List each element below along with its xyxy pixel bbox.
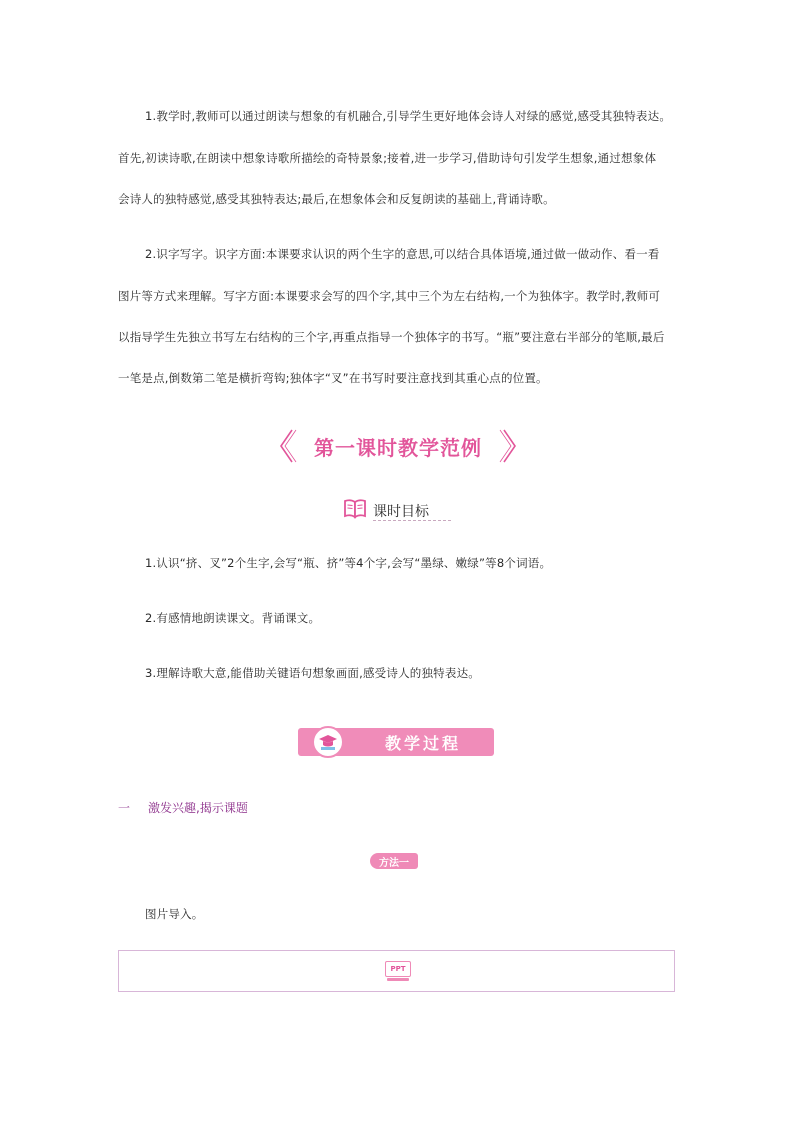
goals-heading-label: 课时目标 — [373, 504, 429, 520]
intro-paragraph-2-line-2: 图片等方式来理解。写字方面:本课要求会写的四个字,其中三个为左右结构,一个为独体字。教学时,教师可 — [118, 289, 661, 303]
goal-item-3: 3.理解诗歌大意,能借助关键语句想象画面,感受诗人的独特表达。 — [145, 666, 480, 680]
ppt-box — [118, 950, 675, 992]
method-badge: 方法一 — [370, 853, 418, 869]
intro-paragraph-2-line-3: 以指导学生先独立书写左右结构的三个字,再重点指导一个独体字的书写。“瓶”要注意右半部分的笔顺,最后 — [118, 330, 665, 344]
goals-heading-underline — [373, 520, 451, 521]
intro-paragraph-2-line-1: 2.识字写字。识字方面:本课要求认识的两个生字的意思,可以结合具体语境,通过做一做动作、看一看 — [145, 247, 660, 261]
step-number: 一 — [118, 801, 131, 815]
method-text: 图片导入。 — [145, 907, 204, 921]
goal-item-2: 2.有感情地朗读课文。背诵课文。 — [145, 611, 321, 625]
step-heading — [118, 799, 248, 816]
goal-item-1: 1.认识“挤、叉”2个生字,会写“瓶、挤”等4个字,会写“墨绿、嫩绿”等8个词语。 — [145, 556, 552, 570]
intro-paragraph-1-line-3: 会诗人的独特感觉,感受其独特表达;最后,在想象体会和反复朗读的基础上,背诵诗歌。 — [118, 192, 555, 206]
graduation-cap-icon — [312, 726, 344, 758]
teaching-process-banner-text: 教学过程 — [384, 733, 461, 753]
intro-paragraph-2-line-4: 一笔是点,倒数第二笔是横折弯钩;独体字“叉”在书写时要注意找到其重心点的位置。 — [118, 371, 548, 385]
intro-paragraph-1-line-2: 首先,初读诗歌,在朗读中想象诗歌所描绘的奇特景象;接着,进一步学习,借助诗句引发学生想象,通过想象体 — [118, 151, 657, 165]
ppt-base — [387, 978, 409, 981]
ppt-icon[interactable] — [385, 961, 411, 983]
ppt-screen: PPT — [385, 961, 411, 977]
goals-heading — [343, 496, 451, 524]
step-title: 激发兴趣,揭示课题 — [148, 801, 248, 815]
open-book-icon — [343, 498, 367, 520]
section-title — [278, 428, 518, 464]
section-title-text: 第一课时教学范例 — [314, 435, 482, 460]
teaching-process-banner — [298, 728, 494, 756]
intro-paragraph-1-line-1: 1.教学时,教师可以通过朗读与想象的有机融合,引导学生更好地体会诗人对绿的感觉,感受其独特表达。 — [145, 109, 672, 123]
